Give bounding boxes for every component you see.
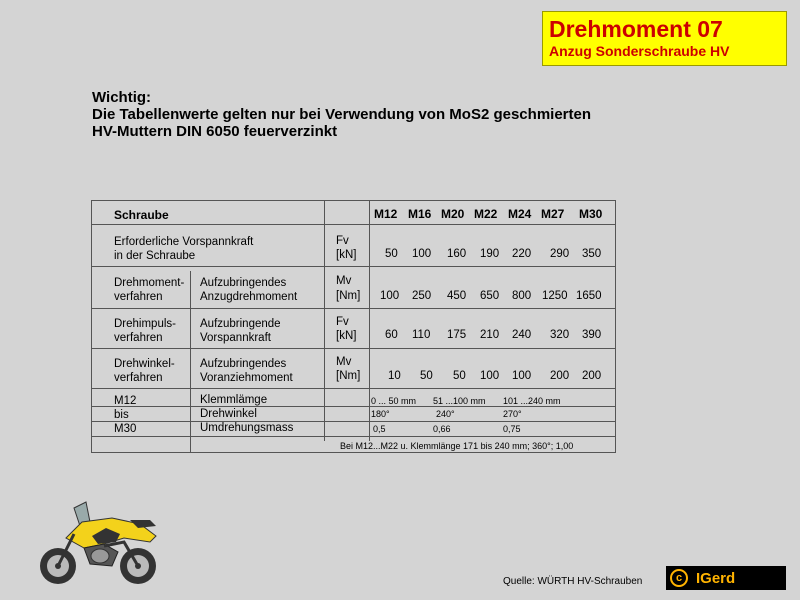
page-subtitle: Anzug Sonderschraube HV <box>549 43 730 59</box>
umdreh-value: 0,66 <box>433 424 451 434</box>
umdreh-value: 0,5 <box>373 424 386 434</box>
value-cell: 10 <box>388 370 401 382</box>
row-unit: Mv <box>336 356 352 368</box>
value-cell: 200 <box>550 370 570 382</box>
winkel-value: 270° <box>503 409 522 419</box>
range-label: M12 <box>114 395 137 407</box>
size-header: M24 <box>508 207 532 221</box>
klemm-value: 101 ...240 mm <box>503 396 561 406</box>
row-label: verfahren <box>114 291 163 303</box>
value-cell: 240 <box>512 329 532 341</box>
value-cell: 290 <box>550 248 570 260</box>
value-cell: 320 <box>550 329 570 341</box>
value-cell: 210 <box>480 329 500 341</box>
author-logo <box>666 566 786 590</box>
important-note <box>92 89 591 140</box>
source-credit: Quelle: WÜRTH HV-Schrauben <box>503 576 643 587</box>
row-label: verfahren <box>114 372 163 384</box>
row-sublabel: Aufzubringendes <box>200 358 287 370</box>
value-cell: 100 <box>512 370 532 382</box>
value-cell: 110 <box>412 329 431 341</box>
extra-label: Drehwinkel <box>200 408 257 420</box>
value-cell: 50 <box>453 370 466 382</box>
value-cell: 175 <box>447 329 467 341</box>
row-unit: [kN] <box>336 330 357 342</box>
row-unit: Mv <box>336 275 352 287</box>
header-label: Schraube <box>114 208 169 222</box>
title-box <box>542 11 787 66</box>
row-label: Drehmoment- <box>114 277 185 289</box>
row-unit: Fv <box>336 235 349 247</box>
value-cell: 450 <box>447 290 467 302</box>
copyright-icon: c <box>670 569 688 587</box>
value-cell: 190 <box>480 248 500 260</box>
row-unit: [kN] <box>336 249 357 261</box>
klemm-value: 0 ... 50 mm <box>371 396 417 406</box>
row-sublabel: Vorspannkraft <box>200 332 271 344</box>
value-cell: 100 <box>380 290 400 302</box>
row-label: Drehimpuls- <box>114 318 176 330</box>
row-sublabel: Aufzubringendes <box>200 277 287 289</box>
klemm-value: 51 ...100 mm <box>433 396 486 406</box>
value-cell: 220 <box>512 248 532 260</box>
row-unit: Fv <box>336 316 349 328</box>
value-cell: 100 <box>480 370 500 382</box>
value-cell: 390 <box>582 329 602 341</box>
size-header: M20 <box>441 207 465 221</box>
value-cell: 60 <box>385 329 398 341</box>
size-header: M30 <box>579 207 603 221</box>
extra-label: Umdrehungsmass <box>200 422 294 434</box>
row-label: in der Schraube <box>114 250 196 262</box>
note-line: Die Tabellenwerte gelten nur bei Verwendung von MoS2 geschmierten <box>92 106 591 123</box>
value-cell: 100 <box>412 248 432 260</box>
value-cell: 1250 <box>542 290 568 302</box>
value-cell: 50 <box>385 248 398 260</box>
range-label: M30 <box>114 423 137 435</box>
value-cell: 200 <box>582 370 602 382</box>
row-sublabel: Aufzubringende <box>200 318 281 330</box>
winkel-value: 180° <box>371 409 390 419</box>
size-header: M16 <box>408 207 432 221</box>
row-sublabel: Voranziehmoment <box>200 372 293 384</box>
umdreh-value: 0,75 <box>503 424 521 434</box>
row-label: Erforderliche Vorspannkraft <box>114 236 254 248</box>
row-label: verfahren <box>114 332 163 344</box>
value-cell: 1650 <box>576 290 602 302</box>
value-cell: 50 <box>420 370 433 382</box>
value-cell: 800 <box>512 290 532 302</box>
value-cell: 250 <box>412 290 432 302</box>
row-label: Drehwinkel- <box>114 358 175 370</box>
note-heading: Wichtig: <box>92 89 152 106</box>
winkel-value: 240° <box>436 409 455 419</box>
logo-text: IGerd <box>696 569 736 587</box>
value-cell: 650 <box>480 290 500 302</box>
torque-table <box>91 200 616 453</box>
row-sublabel: Anzugdrehmoment <box>200 291 298 303</box>
table-footnote: Bei M12...M22 u. Klemmlänge 171 bis 240 mm; 360°; 1,00 <box>340 441 574 451</box>
value-cell: 350 <box>582 248 602 260</box>
page-title: Drehmoment 07 <box>549 16 723 42</box>
row-unit: [Nm] <box>336 370 361 382</box>
range-label: bis <box>114 409 129 421</box>
note-line: HV-Muttern DIN 6050 feuerverzinkt <box>92 123 338 140</box>
motorcycle-illustration <box>34 496 164 588</box>
extra-label: Klemmlämge <box>200 394 268 406</box>
size-header: M27 <box>541 207 565 221</box>
size-header: M12 <box>374 207 398 221</box>
value-cell: 160 <box>447 248 467 260</box>
size-header: M22 <box>474 207 498 221</box>
row-unit: [Nm] <box>336 290 361 302</box>
